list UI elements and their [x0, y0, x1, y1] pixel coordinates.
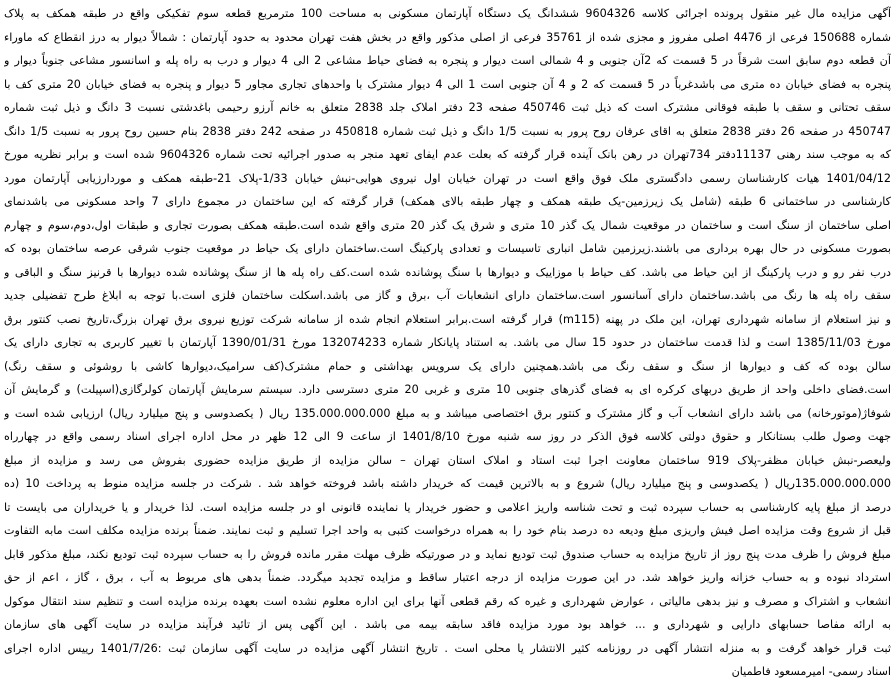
notice-line: و نیز استعلام از سامانه شهرداری تهران، این ملک در پهنه (m115) قرار گرفته است.برابر استعلام انجام شده از سامانه شرکت توزیع نیروی برق تهران بزرگ،تاریخ نصب کنتور برق — [4, 312, 891, 326]
notice-line: که به موجب سند رهنی 11137دفتر 734تهران در رهن بانک آینده قرار گرفته که بعلت عدم ایفای تعهد منجر به صدور اجرائیه تحت شماره 9604326 شده است و برابر نظریه مورخ — [4, 148, 891, 161]
notice-line: درصد از مبلغ پایه کارشناسی به حساب سپرده ثبت و تحت شناسه واریز اعلامی و حضور خریدار یا نماینده قانونی او در جلسه مزایده است. لذا خریدار و یا خریداران می بایست تا — [4, 500, 891, 514]
notice-line: شماره 150688 فرعی از 4476 اصلی مفروز و مجزی شده از 35761 فرعی از اصلی مذکور واقع در بخش هفت تهران محدود به حدود آپارتمان : شمالاً دیوار به درز انقطاع که ماوراء — [4, 30, 891, 44]
notice-line: 135.000.000.000ریال ( یکصدوسی و پنج میلیارد ریال) شروع و به بالاترین قیمت که خریدار داشته باشد فروخته خواهد شد . شرکت در جلسه مزایده منوط به پرداخت 10 (ده — [4, 477, 891, 490]
notice-line: سقف تحتانی و سقف با طبقه فوقانی مشترک است که ذیل ثبت 450746 صفحه 23 دفتر املاک جلد 2838 متعلق به خانم آرزو رحیمی باغدشتی نسبت 3 دانگ و ذیل ثبت شماره — [4, 101, 891, 114]
notice-line: پنجره به فضای خیابان ده متری می باشدغرباً در 5 قسمت که 2 و 4 آن جنوبی است 1 الی 4 دیوار مشترک با واحدهای تجاری مجاور 5 دیوار و پنجره به فضای خیابان 20 متری کف با — [4, 77, 891, 91]
notice-line: قبل از شروع وقت مزایده اصل فیش واریزی مبلغ ودیعه ده درصد بنام خود را به همراه درخواست کتبی به واحد اجرا تسلیم و ثبت نمایند. ضمناً برنده مزایده مکلف است مابه التفاوت — [4, 524, 891, 537]
notice-line: سالن بوده که کف و دیوارها از سنگ و سقف رنگ می باشد.همچنین دارای یک سرویس بهداشتی و حمام مشترک(کف سرامیک،دیوارها کاشی با روشوئی و سقف رنگ) — [4, 359, 891, 373]
notice-line: آن قطعه دوم سابق است شرقاً در 5 قسمت که 2آن جنوبی و 4 شمالی است دیوار و پنجره به فضای حیاط مشاعی 2 الی 4 دیوار و درب به راه پله و اسانسور مشاعی جنوباً دیوار و — [4, 54, 891, 67]
notice-line: مبلغ فروش را ظرف مدت پنج روز از تاریخ مزایده به حساب صندوق ثبت تودیع نماید و در صورتیکه ظرف مهلت مقرر مانده فروش را به حساب سپرده ثبت تودیع نکند، مبلغ مذکور قابل — [4, 547, 891, 561]
notice-line: مورخ 1385/11/03 است و لذا قدمت ساختمان در حدود 15 سال می باشد. به استناد پایانکار شماره 132074233 مورخ 1390/01/31 آپارتمان با تغییر کاربری به تجاری دارای یک — [4, 336, 891, 349]
notice-line: جهت وصول طلب بستانکار و حقوق دولتی کلاسه فوق الذکر در روز سه شنبه مورخ 1401/8/10 از ساعت 9 الی 12 ظهر در محل اداره اجرای اسناد رسمی واقع در چهارراه — [4, 430, 891, 443]
notice-line: درب نفر رو و درب پارکینگ از این حیاط می باشد. کف حیاط با موزاییک و دیوارها با سنگ پوشانده شده است.کف راه پله ها از سنگ پوشانده شده دیوارها با قرنیز سنگ و الباقی و — [4, 265, 891, 279]
notice-line: انشعاب و اشتراک و مصرف و نیز بدهی مالیاتی ، عوارض شهرداری و غیره که رقم قطعی آنها برای این اداره معلوم نشده است بعهده برنده مزایده است و تنظیم سند انتقال موکول — [4, 594, 891, 608]
notice-line: اصلی ساختمان از سنگ است و ساختمان در موقعیت شمال یک گذر 10 متری و شرق یک گذر 20 متری واقع شده است.طبقه همکف بصورت تجاری و طبقات اول،دوم،سوم و چهارم — [4, 218, 891, 232]
notice-line: ثبت قرار خواهد گرفت و به منزله انتشار آگهی در روزنامه کثیر الانتشار یا محلی است . تاریخ انتشار آگهی مزایده در سایت آگهی سازمان ثبت :1401/7/26 رییس اداره اجرای — [4, 641, 891, 655]
notice-line: 450747 در صفحه 26 دفتر 2838 متعلق به اقای عرفان روح پرور به نسبت 1/5 دانگ و ذیل ثبت شماره 450818 در صفحه 242 دفتر 2838 بنام حسین روح پرور به نسبت 1/5 دانگ — [4, 124, 891, 138]
notice-signature-line: اسناد رسمی- امیرمسعود فاطمیان — [731, 665, 891, 678]
notice-line: به ارائه مفاصا حسابهای دارایی و شهرداری و ... خواهد بود مورد مزایده فاقد سابقه بیمه می باشد . این آگهی پس از تائید فرآیند مزایده در سایت آگهی های سازمان — [4, 618, 891, 631]
notice-line: شوفاژ(موتورخانه) می باشد دارای انشعاب آب و گاز مشترک و کنتور برق اختصاصی میباشد و به مبلغ 135.000.000.000 ریال ( یکصدوسی و پنج میلیارد ریال) ارزیابی شده است و — [4, 406, 891, 420]
notice-line: آگهی مزایده مال غیر منقول پرونده اجرائی کلاسه 9604326 ششدانگ یک دستگاه آپارتمان مسکونی به مساحت 100 مترمربع قطعه سوم تفکیکی واقع در طبقه همکف به پلاک — [4, 7, 891, 20]
notice-line: بصورت مسکونی در حال بهره برداری می باشند.زیرزمین شامل انباری تاسیسات و تعدادی پارکینگ است.ساختمان دارای یک حیاط در موقعیت جنوب شرقی عرصه ساختمان بوده که — [4, 242, 891, 255]
notice-line: است.فضای داخلی واحد از طریق دربهای کرکره ای به فضای گذرهای جنوبی 10 متری و غربی 20 متری دسترسی دارد. سیستم سرمایش آپارتمان کولرگازی(اسپیلت) و گرمایش آن — [4, 383, 891, 396]
notice-line: کارشناسی در ساختمانی 6 طبقه (شامل یک زیرزمین-یک طبقه همکف و چهار طبقه بالای همکف) قرار گرفته که این ساختمان در مجموع دارای 7 واحد مسکونی می باشدنمای — [4, 195, 891, 208]
notice-line: استرداد نبوده و به حساب خزانه واریز خواهد شد. در این صورت مزایده از درجه اعتبار ساقط و مزایده تجدید میگردد. ضمناً بدهی های مربوط به آب ، برق ، گاز ، اعم از حق — [4, 571, 891, 584]
notice-line: ولیعصر-نبش خیابان مظفر-پلاک 919 ساختمان معاونت اجرا ثبت استاد و املاک استان تهران – سالن مزایده از طریق مزایده حضوری بفروش می رسد و مزایده از مبلغ — [4, 453, 891, 467]
notice-line: سقف راه پله ها رنگ می باشد.ساختمان دارای آسانسور است.ساختمان دارای انشعابات آب ،برق و گاز می باشد.اسکلت ساختمان فلزی است.با توجه به ابلاغ طرح تفضیلی جدید — [4, 289, 891, 302]
notice-line: 1401/04/12 هیات کارشناسان رسمی دادگستری ملک فوق واقع است در تهران خیابان اول نیروی هوایی-نبش خیابان 1/33-پلاک 21-طبقه همکف و موردارزیابی آپارتمان مورد — [4, 171, 891, 185]
